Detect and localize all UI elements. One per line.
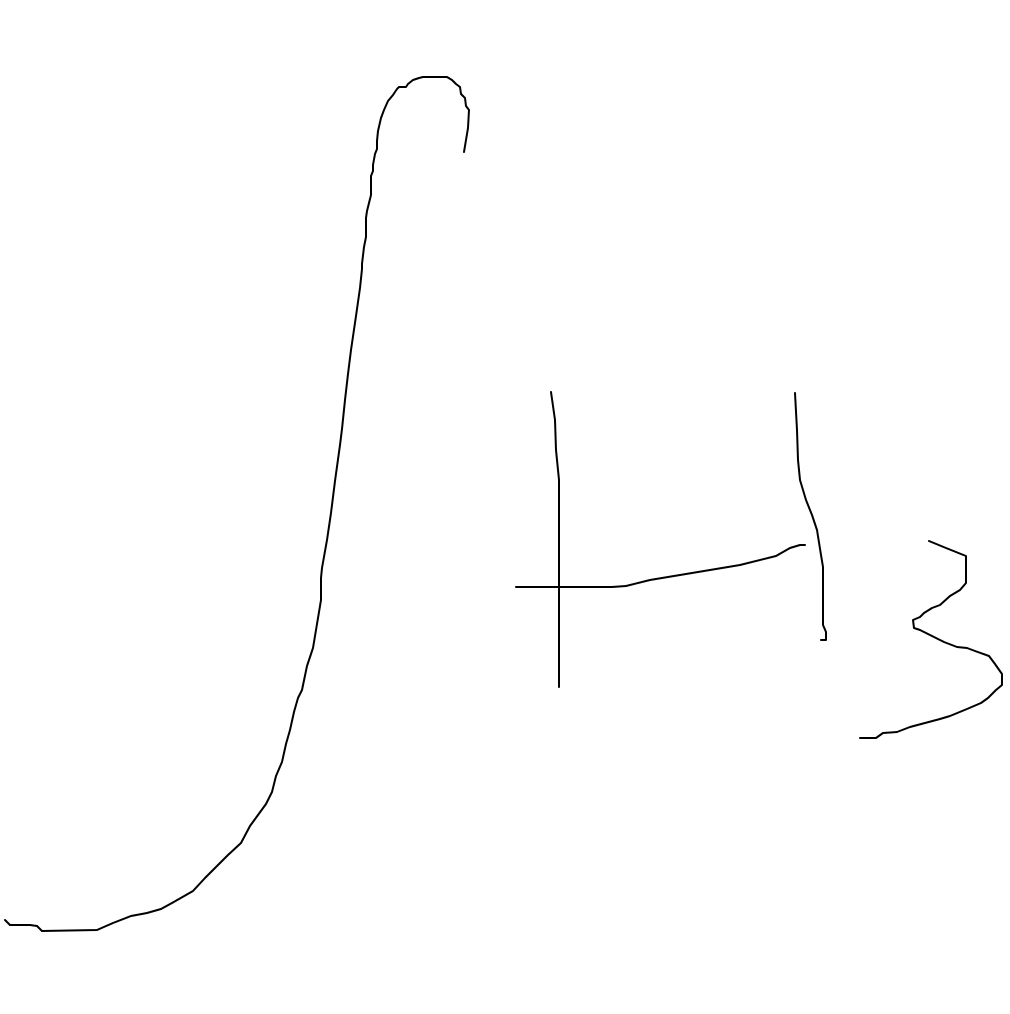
integral-stroke xyxy=(5,77,469,931)
t-vertical-stroke xyxy=(551,392,559,687)
right-vertical-stroke xyxy=(795,393,826,640)
three-stroke xyxy=(860,541,1002,738)
